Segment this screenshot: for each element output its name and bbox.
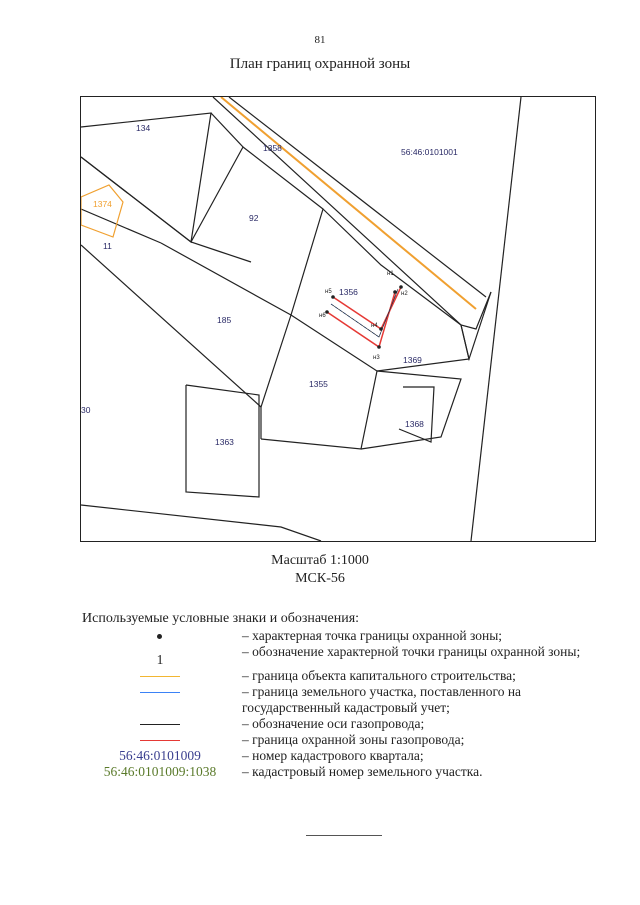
legend-heading: Используемые условные знаки и обозначения: <box>82 611 360 626</box>
parcel-label: 92 <box>249 213 259 223</box>
boundary-plan-map <box>80 96 596 542</box>
road-label: 1358 <box>263 143 282 153</box>
orange-line-icon <box>80 668 240 684</box>
parcel-label: 1356 <box>339 287 358 297</box>
legend <box>80 628 620 780</box>
parcel-label: 1369 <box>403 355 422 365</box>
quarter-label: 56:46:0101001 <box>401 147 458 157</box>
scale-block <box>0 552 640 588</box>
point-label: н6 <box>319 313 326 319</box>
protection-zone <box>325 285 403 349</box>
point-label: н5 <box>325 289 332 295</box>
black-line-icon <box>80 716 240 732</box>
red-line-icon <box>80 732 240 748</box>
legend-item: 56:46:0101009:1038 – кадастровый номер земельного участка. <box>103 764 483 779</box>
footer-divider <box>306 835 382 836</box>
coordinate-system: МСК-56 <box>295 571 345 586</box>
parcel-label: 1368 <box>405 419 424 429</box>
capital-object-boundary <box>81 185 123 237</box>
legend-item: 1 – обозначение характерной точки границы охранной зоны; <box>156 644 581 667</box>
parcel-label: 30 <box>81 405 91 415</box>
page-number: 81 <box>314 34 326 46</box>
point-label: н4 <box>371 323 378 329</box>
legend-item: – граница земельного участка, поставленного на государственный кадастровый учет; <box>80 684 620 716</box>
point-label: н2 <box>401 291 408 297</box>
legend-item: – характерная точка границы охранной зоны; <box>80 628 620 644</box>
parcel-label: 1363 <box>215 437 234 447</box>
scale-text: Масштаб 1:1000 <box>271 553 369 568</box>
legend-item: 56:46:0101009 – номер кадастрового квартала; <box>119 748 424 763</box>
parcel-label: 134 <box>136 123 151 133</box>
blue-line-icon <box>80 684 240 716</box>
page-title: План границ охранной зоны <box>229 56 411 72</box>
legend-item: – обозначение оси газопровода; <box>80 716 620 732</box>
parcel-label: 185 <box>217 315 232 325</box>
point-label: н1 <box>387 271 394 277</box>
cadastral-map-svg <box>81 97 595 541</box>
point-label: н3 <box>373 355 380 361</box>
legend-item: – граница объекта капитального строительства; <box>80 668 620 684</box>
parcel-label: 1355 <box>309 379 328 389</box>
point-dot-icon <box>80 628 240 644</box>
parcel-label: 11 <box>103 241 112 251</box>
legend-item: – граница охранной зоны газопровода; <box>80 732 620 748</box>
parcel-label: 1374 <box>93 199 112 209</box>
